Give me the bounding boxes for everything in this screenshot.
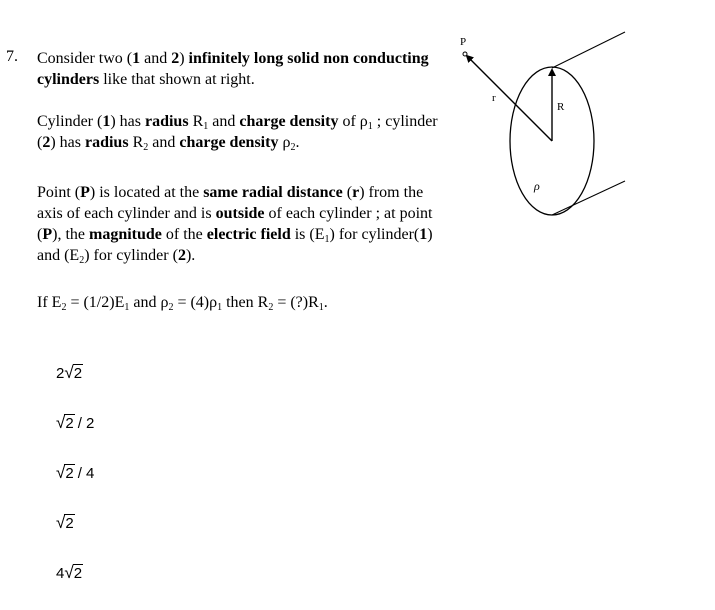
radical-sign: √ [56,463,66,482]
answer-choice[interactable] [56,460,94,510]
choice-coefficient: 2 [56,365,65,382]
label-R: R [557,101,565,113]
answer-expression [56,560,86,582]
answer-expression [56,410,94,432]
choice-tail: / 4 [77,465,95,482]
radical-sign: √ [56,413,66,432]
choice-coefficient: 4 [56,565,65,582]
question-number: 7. [6,48,18,65]
answer-choice[interactable] [56,410,94,460]
choice-tail: / 2 [77,415,95,432]
answer-choice[interactable] [56,360,94,410]
choice-radicand: 2 [65,465,74,482]
answer-expression [56,510,78,532]
radical-sign: √ [64,363,74,382]
choice-radicand: 2 [73,365,83,382]
choice-radicand: 2 [65,515,74,532]
answer-expression [56,360,86,382]
cylinder-bottom-edge [552,181,625,215]
radial-distance-arrow [467,56,552,141]
cylinder-top-edge [552,32,625,68]
given-condition: If $E_2 = (1/2)E_1$ and $\rho_2 = (4)\rho_1$ then $R_2$ = $(?)R_1$. [37,294,328,313]
radical-sign: √ [56,513,66,532]
question-intro: Consider two (1 and 2) infinitely long solid non conducting cylinders like that shown at right. [37,50,429,88]
point-description: Point (P) is located at the same radial distance (r) from the axis of each cylinder and is outside of each cylinder ; at point (P), the magnitude of the electric field is $(E_1)$ for cylinder(1) and $(E_2)$ for cylinder (2). [37,184,433,266]
answer-choices [56,360,94,610]
point-p-marker [463,52,467,56]
answer-choice[interactable] [56,510,94,560]
label-p: P [460,36,467,48]
label-rho: ρ [534,179,540,193]
choice-radicand: 2 [73,565,83,582]
answer-expression [56,460,94,482]
radical-sign: √ [64,563,74,582]
answer-choice[interactable] [56,560,94,610]
cylinder-definitions: Cylinder (1) has radius $R_1$ and charge density of $\rho_1$ ; cylinder (2) has radius $R_2$ and charge density $\rho_2$. [37,113,438,153]
cylinder-figure [455,28,630,223]
choice-radicand: 2 [65,415,74,432]
label-r: r [492,92,496,104]
